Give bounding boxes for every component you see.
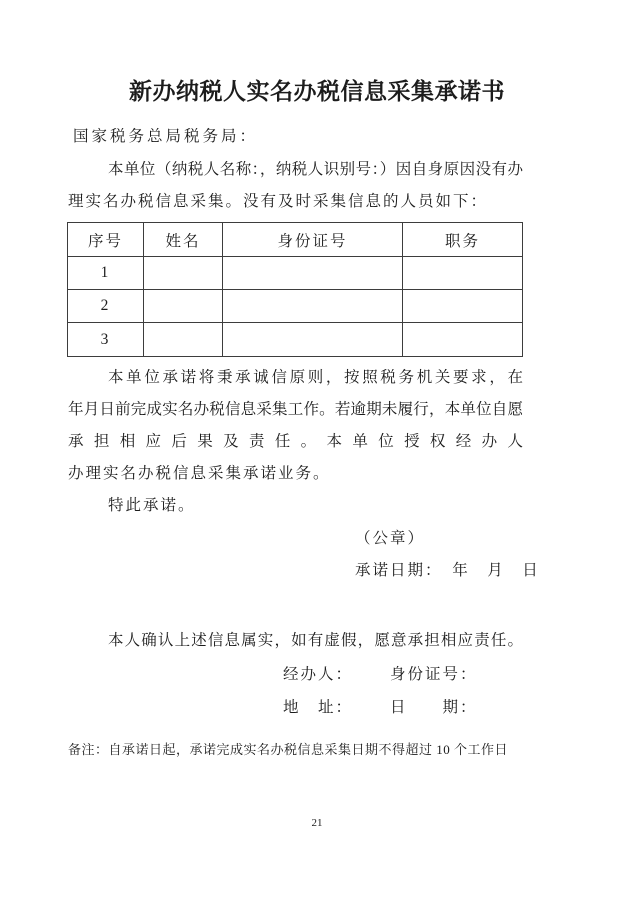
cell-id xyxy=(223,257,403,290)
agent-label: 经办人： xyxy=(283,666,354,683)
cell-position xyxy=(403,257,523,290)
cell-id xyxy=(223,323,403,357)
address-signoff-row xyxy=(0,697,634,719)
table-row xyxy=(68,290,523,323)
document-title: 新办纳税人实名办税信息采集承诺书 xyxy=(129,78,505,104)
header-name: 姓名 xyxy=(144,223,223,257)
date-label: 日 期： xyxy=(390,699,478,716)
header-id-number: 身份证号 xyxy=(223,223,403,257)
cell-position xyxy=(403,323,523,357)
paragraph2-line2: 年月日前完成实名办税信息采集工作。若逾期未履行，本单位自愿 xyxy=(68,401,523,418)
page-number: 21 xyxy=(311,817,323,829)
official-seal-placeholder: （公章） xyxy=(355,530,426,547)
cell-name xyxy=(144,257,223,290)
cell-name xyxy=(144,323,223,357)
cell-serial: 2 xyxy=(68,290,144,323)
table-row xyxy=(68,257,523,290)
salutation: 国家税务总局税务局： xyxy=(73,128,259,145)
personnel-table xyxy=(67,222,523,357)
cell-serial: 1 xyxy=(68,257,144,290)
cell-position xyxy=(403,290,523,323)
address-label: 地 址： xyxy=(283,699,354,716)
table-row xyxy=(68,323,523,357)
header-serial-number: 序号 xyxy=(68,223,144,257)
confirmation-statement: 本人确认上述信息属实，如有虚假，愿意承担相应责任。 xyxy=(108,632,523,649)
cell-id xyxy=(223,290,403,323)
paragraph1-line1: 本单位（纳税人名称：，纳税人识别号：）因自身原因没有办 xyxy=(108,161,523,178)
agent-signoff-row xyxy=(0,664,634,686)
footnote: 备注：自承诺日起，承诺完成实名办税信息采集日期不得超过 10 个工作日 xyxy=(68,742,509,757)
paragraph2-line3: 承担相应后果及责任。本单位授权经办人 xyxy=(68,433,523,450)
id-number-label: 身份证号： xyxy=(390,666,478,683)
table-header-row xyxy=(68,223,523,257)
closing-statement: 特此承诺。 xyxy=(108,497,196,514)
cell-name xyxy=(144,290,223,323)
cell-serial: 3 xyxy=(68,323,144,357)
promise-date-line: 承诺日期： 年 月 日 xyxy=(355,562,540,579)
paragraph1-line2: 理实名办税信息采集。没有及时采集信息的人员如下： xyxy=(68,193,489,210)
header-position: 职务 xyxy=(403,223,523,257)
paragraph2-line1: 本单位承诺将秉承诚信原则，按照税务机关要求，在 xyxy=(108,369,523,386)
paragraph2-line4: 办理实名办税信息采集承诺业务。 xyxy=(68,465,331,482)
